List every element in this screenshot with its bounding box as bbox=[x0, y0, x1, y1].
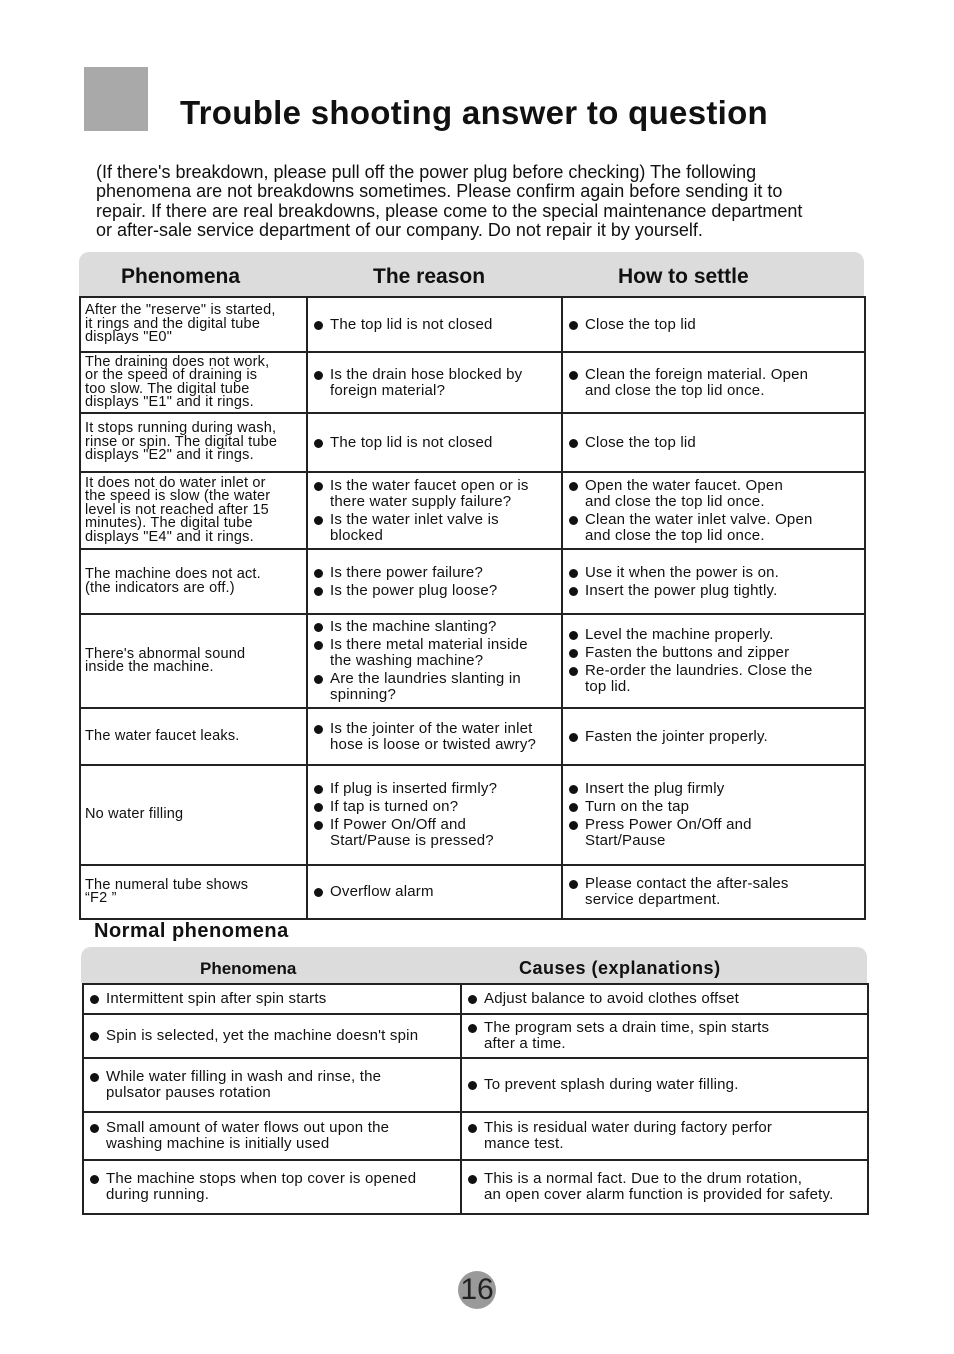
bullet-text: The program sets a drain time, spin starts after a time. bbox=[484, 1019, 770, 1052]
section-marker bbox=[84, 67, 148, 131]
reason-cell bbox=[307, 865, 562, 919]
bullet-text: Re-order the laundries. Close the top lid. bbox=[585, 662, 813, 695]
table-row bbox=[80, 865, 865, 919]
table-row bbox=[80, 297, 865, 352]
bullet-icon bbox=[314, 641, 323, 650]
bullet-item bbox=[567, 627, 860, 643]
page-number: 16 bbox=[458, 1271, 496, 1309]
phenomenon-cell bbox=[83, 1112, 461, 1160]
bullet-item bbox=[312, 781, 557, 797]
bullet-icon bbox=[314, 888, 323, 897]
reason-cell bbox=[307, 765, 562, 865]
col-header-reason: The reason bbox=[373, 265, 486, 288]
bullet-text: If tap is turned on? bbox=[330, 798, 459, 815]
table-row bbox=[80, 765, 865, 865]
bullet-icon bbox=[314, 675, 323, 684]
table-header bbox=[79, 252, 864, 296]
bullet-item bbox=[312, 721, 557, 753]
page-title: Trouble shooting answer to question bbox=[180, 94, 769, 131]
bullet-item bbox=[567, 565, 860, 581]
phenomenon-cell bbox=[83, 984, 461, 1014]
bullet-item bbox=[312, 512, 557, 544]
settle-cell bbox=[562, 865, 865, 919]
bullet-text: Insert the plug firmly bbox=[585, 780, 725, 797]
bullet-item bbox=[312, 619, 557, 635]
phenomenon-cell: After the "reserve" is started, it rings and the digital tube displays "E0" bbox=[80, 297, 307, 352]
bullet-item bbox=[567, 435, 860, 451]
bullet-item bbox=[466, 1171, 863, 1203]
bullet-item bbox=[567, 317, 860, 333]
bullet-text: Is the machine slanting? bbox=[330, 618, 497, 635]
intro-text: (If there's breakdown, please pull off the power plug before checking) The following phenomena are not breakdowns sometimes. Please confirm again before sending it to repair. If there are real breakdowns, please come to the special maintenance department or after-sale service department of our company. Do not repair it by yourself. bbox=[96, 162, 803, 240]
troubleshooting-table bbox=[79, 296, 866, 920]
bullet-icon bbox=[468, 1081, 477, 1090]
bullet-item bbox=[312, 884, 557, 900]
cause-cell bbox=[461, 1058, 868, 1112]
settle-cell bbox=[562, 708, 865, 765]
bullet-item bbox=[312, 637, 557, 669]
bullet-item bbox=[567, 781, 860, 797]
bullet-text: Level the machine properly. bbox=[585, 626, 774, 643]
bullet-icon bbox=[90, 1032, 99, 1041]
bullet-icon bbox=[90, 995, 99, 1004]
table-row bbox=[83, 1014, 868, 1058]
table-row bbox=[80, 614, 865, 708]
bullet-icon bbox=[468, 995, 477, 1004]
bullet-text: Use it when the power is on. bbox=[585, 563, 780, 581]
phenomenon-cell: There's abnormal sound inside the machine. bbox=[80, 614, 307, 708]
cause-cell bbox=[461, 1160, 868, 1214]
settle-cell bbox=[562, 352, 865, 413]
bullet-text: Please contact the after-sales service department. bbox=[585, 875, 789, 908]
bullet-text: Is the water faucet open or is there water supply failure? bbox=[330, 476, 529, 510]
bullet-text: Spin is selected, yet the machine doesn't spin bbox=[106, 1027, 419, 1044]
bullet-item bbox=[312, 478, 557, 510]
bullet-icon bbox=[569, 649, 578, 658]
bullet-icon bbox=[90, 1175, 99, 1184]
phenomenon-cell: It stops running during wash, rinse or spin. The digital tube displays "E2" and it rings. bbox=[80, 413, 307, 472]
bullet-text: Is the jointer of the water inlet hose is loose or twisted awry? bbox=[330, 719, 537, 753]
table-row bbox=[80, 708, 865, 765]
bullet-item bbox=[466, 1077, 863, 1093]
bullet-icon bbox=[468, 1175, 477, 1184]
phenomenon-cell: The machine does not act. (the indicators are off.) bbox=[80, 549, 307, 614]
bullet-text: Close the top lid bbox=[585, 433, 696, 451]
bullet-icon bbox=[569, 439, 578, 448]
bullet-icon bbox=[569, 482, 578, 491]
bullet-icon bbox=[314, 569, 323, 578]
bullet-icon bbox=[90, 1124, 99, 1133]
settle-cell bbox=[562, 549, 865, 614]
table-row bbox=[80, 472, 865, 549]
bullet-icon bbox=[569, 371, 578, 380]
table-row bbox=[83, 1160, 868, 1214]
bullet-text: While water filling in wash and rinse, the pulsator pauses rotation bbox=[106, 1068, 382, 1101]
reason-cell bbox=[307, 297, 562, 352]
phenomenon-cell bbox=[83, 1014, 461, 1058]
bullet-text: If plug is inserted firmly? bbox=[330, 780, 498, 797]
bullet-item bbox=[567, 876, 860, 908]
phenomenon-cell bbox=[83, 1160, 461, 1214]
cause-cell bbox=[461, 1112, 868, 1160]
bullet-item bbox=[567, 512, 860, 544]
bullet-icon bbox=[90, 1073, 99, 1082]
bullet-item bbox=[466, 1120, 863, 1152]
bullet-icon bbox=[569, 516, 578, 525]
bullet-icon bbox=[314, 439, 323, 448]
bullet-item bbox=[466, 991, 863, 1007]
bullet-text: Is the drain hose blocked by foreign material? bbox=[330, 365, 523, 399]
bullet-text: Fasten the jointer properly. bbox=[585, 727, 768, 745]
bullet-icon bbox=[569, 631, 578, 640]
bullet-text: Is the water inlet valve is blocked bbox=[330, 510, 499, 544]
bullet-text: If Power On/Off and Start/Pause is pressed? bbox=[330, 816, 494, 849]
table-row bbox=[80, 352, 865, 413]
table-row bbox=[83, 1112, 868, 1160]
phenomenon-cell: It does not do water inlet or the speed is slow (the water level is not reached after 15 minutes). The digital tube displays "E4" and it rings. bbox=[80, 472, 307, 549]
bullet-icon bbox=[468, 1124, 477, 1133]
bullet-item bbox=[567, 663, 860, 695]
bullet-icon bbox=[569, 733, 578, 742]
bullet-text: The top lid is not closed bbox=[330, 433, 493, 451]
bullet-item bbox=[466, 1020, 863, 1052]
bullet-text: Turn on the tap bbox=[585, 798, 690, 815]
table-row bbox=[80, 549, 865, 614]
bullet-text: To prevent splash during water filling. bbox=[484, 1076, 739, 1093]
reason-cell bbox=[307, 413, 562, 472]
bullet-item bbox=[567, 645, 860, 661]
reason-cell bbox=[307, 549, 562, 614]
settle-cell bbox=[562, 765, 865, 865]
bullet-text: The top lid is not closed bbox=[330, 315, 493, 333]
bullet-item bbox=[567, 799, 860, 815]
bullet-item bbox=[312, 317, 557, 333]
bullet-item bbox=[88, 1171, 456, 1203]
bullet-text: Is there power failure? bbox=[330, 563, 484, 581]
bullet-text: Clean the foreign material. Open and close the top lid once. bbox=[585, 365, 809, 399]
cause-cell bbox=[461, 984, 868, 1014]
normal-table-header bbox=[81, 947, 867, 983]
settle-cell bbox=[562, 472, 865, 549]
bullet-text: Close the top lid bbox=[585, 315, 696, 333]
bullet-icon bbox=[314, 725, 323, 734]
bullet-icon bbox=[569, 803, 578, 812]
bullet-text: Overflow alarm bbox=[330, 883, 434, 900]
bullet-icon bbox=[314, 587, 323, 596]
bullet-icon bbox=[569, 821, 578, 830]
settle-cell bbox=[562, 413, 865, 472]
bullet-item bbox=[567, 583, 860, 599]
bullet-icon bbox=[314, 785, 323, 794]
bullet-text: Insert the power plug tightly. bbox=[585, 581, 778, 599]
bullet-icon bbox=[314, 623, 323, 632]
phenomenon-cell bbox=[83, 1058, 461, 1112]
cause-cell bbox=[461, 1014, 868, 1058]
reason-cell bbox=[307, 472, 562, 549]
bullet-icon bbox=[314, 371, 323, 380]
normal-phenomena-heading: Normal phenomena bbox=[94, 920, 289, 942]
bullet-icon bbox=[314, 482, 323, 491]
reason-cell bbox=[307, 614, 562, 708]
bullet-icon bbox=[569, 880, 578, 889]
bullet-text: This is residual water during factory perfor mance test. bbox=[484, 1119, 773, 1152]
table-row bbox=[83, 1058, 868, 1112]
col-header-causes: Causes (explanations) bbox=[519, 958, 721, 978]
bullet-icon bbox=[569, 321, 578, 330]
phenomenon-cell: The draining does not work, or the speed of draining is too slow. The digital tube displays "E1" and it rings. bbox=[80, 352, 307, 413]
bullet-item bbox=[88, 1028, 456, 1044]
bullet-icon bbox=[569, 587, 578, 596]
col-header-phenomena: Phenomena bbox=[121, 265, 241, 288]
bullet-item bbox=[312, 817, 557, 849]
bullet-text: Adjust balance to avoid clothes offset bbox=[484, 990, 739, 1007]
col-header-settle: How to settle bbox=[618, 265, 749, 288]
reason-cell bbox=[307, 352, 562, 413]
bullet-icon bbox=[314, 321, 323, 330]
bullet-item bbox=[567, 817, 860, 849]
bullet-icon bbox=[569, 785, 578, 794]
table-row bbox=[80, 413, 865, 472]
bullet-text: Press Power On/Off and Start/Pause bbox=[585, 816, 752, 849]
bullet-text: Is the power plug loose? bbox=[330, 581, 498, 599]
phenomenon-cell: No water filling bbox=[80, 765, 307, 865]
bullet-icon bbox=[314, 516, 323, 525]
settle-cell bbox=[562, 297, 865, 352]
bullet-item bbox=[567, 729, 860, 745]
bullet-text: The machine stops when top cover is opened during running. bbox=[106, 1170, 417, 1203]
bullet-item bbox=[88, 991, 456, 1007]
bullet-text: Clean the water inlet valve. Open and close the top lid once. bbox=[585, 510, 813, 544]
bullet-item bbox=[312, 565, 557, 581]
bullet-item bbox=[312, 435, 557, 451]
phenomenon-cell: The water faucet leaks. bbox=[80, 708, 307, 765]
bullet-item bbox=[567, 478, 860, 510]
bullet-item bbox=[88, 1069, 456, 1101]
bullet-item bbox=[88, 1120, 456, 1152]
bullet-text: Is there metal material inside the washing machine? bbox=[330, 636, 528, 669]
bullet-icon bbox=[468, 1024, 477, 1033]
bullet-text: Small amount of water flows out upon the washing machine is initially used bbox=[106, 1119, 390, 1152]
settle-cell bbox=[562, 614, 865, 708]
bullet-icon bbox=[569, 569, 578, 578]
bullet-icon bbox=[314, 803, 323, 812]
bullet-text: This is a normal fact. Due to the drum rotation, an open cover alarm function is provided for safety. bbox=[484, 1170, 834, 1203]
reason-cell bbox=[307, 708, 562, 765]
bullet-text: Open the water faucet. Open and close the top lid once. bbox=[585, 476, 784, 510]
col-header-phenomena: Phenomena bbox=[200, 959, 297, 978]
bullet-text: Fasten the buttons and zipper bbox=[585, 644, 790, 661]
bullet-item bbox=[312, 671, 557, 703]
bullet-text: Are the laundries slanting in spinning? bbox=[330, 670, 521, 703]
bullet-item bbox=[312, 367, 557, 399]
bullet-item bbox=[312, 799, 557, 815]
table-row bbox=[83, 984, 868, 1014]
bullet-item bbox=[312, 583, 557, 599]
bullet-icon bbox=[569, 667, 578, 676]
bullet-item bbox=[567, 367, 860, 399]
bullet-text: Intermittent spin after spin starts bbox=[106, 990, 327, 1007]
normal-phenomena-table bbox=[82, 983, 869, 1215]
bullet-icon bbox=[314, 821, 323, 830]
phenomenon-cell: The numeral tube shows “F2 ” bbox=[80, 865, 307, 919]
